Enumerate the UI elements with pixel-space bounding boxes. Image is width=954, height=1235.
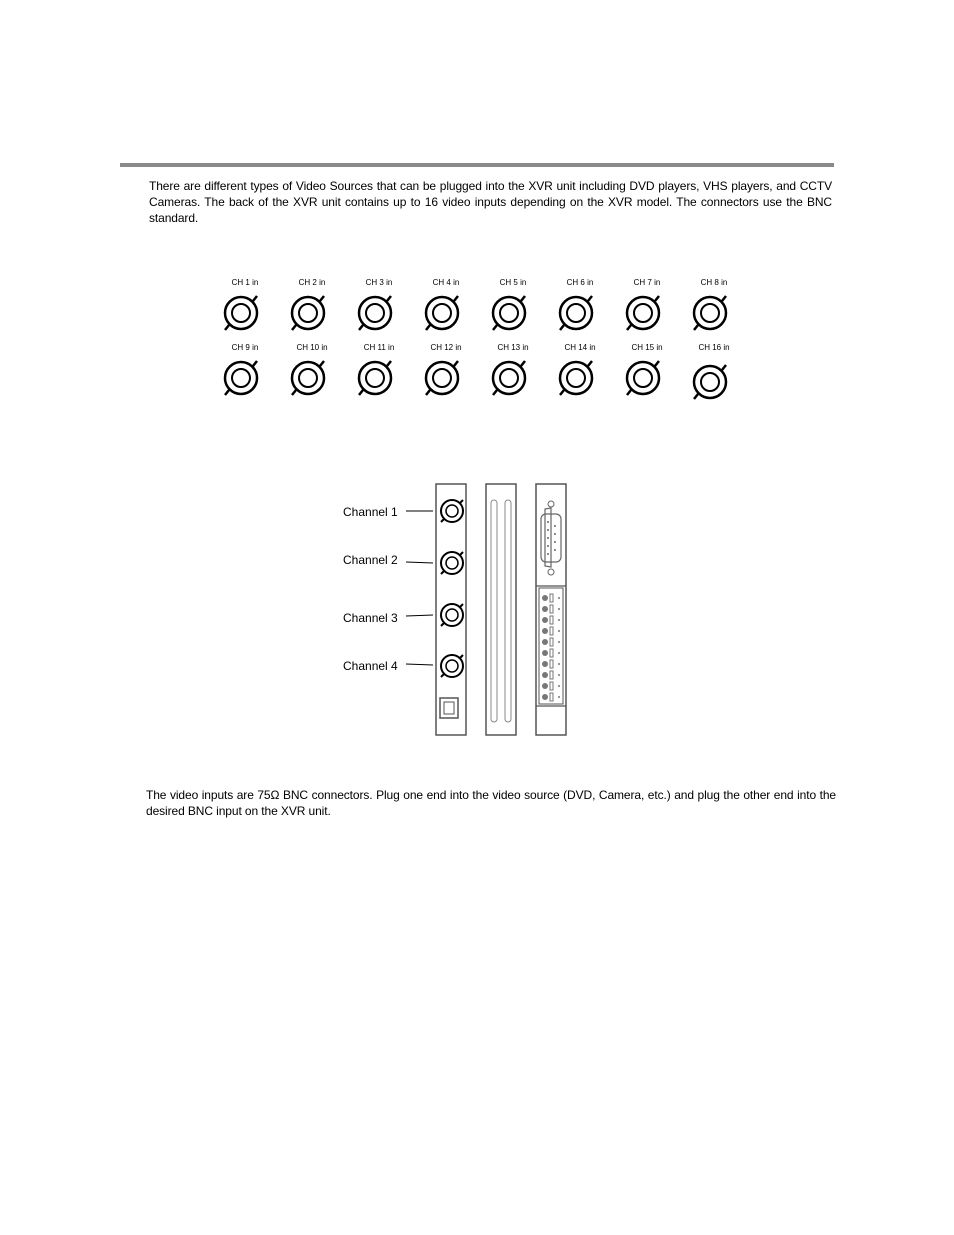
bnc-connector-icon bbox=[357, 357, 401, 401]
bnc-connector-icon bbox=[692, 292, 736, 336]
bnc-connector-ch14 bbox=[550, 343, 610, 405]
bnc-connector-ch13 bbox=[483, 343, 543, 405]
bnc-connector-ch7 bbox=[617, 278, 677, 340]
bnc-connector-ch3 bbox=[349, 278, 409, 340]
channel-1-label: Channel 1 bbox=[343, 505, 398, 519]
channel-3-leader bbox=[406, 615, 433, 616]
bnc-connector-icon bbox=[625, 292, 669, 336]
bnc-label: CH 11 in bbox=[363, 343, 395, 352]
bnc-label: CH 2 in bbox=[298, 278, 326, 287]
bnc-connector-ch1 bbox=[215, 278, 275, 340]
bnc-label: CH 16 in bbox=[698, 343, 730, 352]
bnc-connector-icon bbox=[290, 292, 334, 336]
bnc-label: CH 15 in bbox=[631, 343, 663, 352]
bnc-label: CH 5 in bbox=[499, 278, 527, 287]
channel-4-label: Channel 4 bbox=[343, 659, 398, 673]
channel-2-label: Channel 2 bbox=[343, 553, 398, 567]
bnc-label: CH 3 in bbox=[365, 278, 393, 287]
bnc-connector-ch5 bbox=[483, 278, 543, 340]
bnc-label: CH 9 in bbox=[231, 343, 259, 352]
bnc-connector-ch12 bbox=[416, 343, 476, 405]
bnc-connector-icon bbox=[290, 357, 334, 401]
serial-io-card bbox=[536, 484, 566, 735]
bnc-connector-icon bbox=[491, 292, 535, 336]
bnc-label: CH 4 in bbox=[432, 278, 460, 287]
bnc-connector-icon bbox=[491, 357, 535, 401]
intro-paragraph: There are different types of Video Sources that can be plugged into the XVR unit including DVD players, VHS players, and CCTV Cameras. The back of the XVR unit contains up to 16 video inputs depending on the XVR model. The connectors use the BNC standard. bbox=[149, 179, 832, 225]
blank-slot-card bbox=[486, 484, 516, 735]
bnc-label: CH 1 in bbox=[231, 278, 259, 287]
bnc-connector-icon bbox=[558, 357, 602, 401]
bnc-connector-icon bbox=[558, 292, 602, 336]
bnc-connector-ch10 bbox=[282, 343, 342, 405]
rear-panel-diagram bbox=[400, 478, 570, 738]
bnc-label: CH 14 in bbox=[564, 343, 596, 352]
channel-3-label: Channel 3 bbox=[343, 611, 398, 625]
bnc-connector-icon bbox=[625, 357, 669, 401]
bnc-connector-ch16 bbox=[684, 343, 744, 405]
bnc-connector-icon bbox=[223, 357, 267, 401]
bnc-connector-icon bbox=[692, 361, 736, 405]
bnc-connector-ch4 bbox=[416, 278, 476, 340]
bnc-connector-ch6 bbox=[550, 278, 610, 340]
outro-paragraph: The video inputs are 75Ω BNC connectors. Plug one end into the video source (DVD, Camera, etc.) and plug the other end into the desired BNC input on the XVR unit. bbox=[146, 788, 836, 818]
bnc-label: CH 12 in bbox=[430, 343, 462, 352]
bnc-label: CH 8 in bbox=[700, 278, 728, 287]
bnc-connector-icon bbox=[424, 357, 468, 401]
bnc-connector-icon bbox=[223, 292, 267, 336]
bnc-connector-icon bbox=[424, 292, 468, 336]
bnc-label: CH 6 in bbox=[566, 278, 594, 287]
channel-2-leader bbox=[406, 562, 433, 563]
bnc-connector-ch9 bbox=[215, 343, 275, 405]
bnc-connector-ch2 bbox=[282, 278, 342, 340]
video-input-card bbox=[436, 484, 466, 735]
bnc-input-diagram bbox=[215, 278, 745, 408]
bnc-label: CH 10 in bbox=[296, 343, 328, 352]
bnc-connector-ch11 bbox=[349, 343, 409, 405]
bnc-connector-ch15 bbox=[617, 343, 677, 405]
bnc-connector-icon bbox=[357, 292, 401, 336]
bnc-label: CH 13 in bbox=[497, 343, 529, 352]
bnc-connector-ch8 bbox=[684, 278, 744, 340]
section-divider bbox=[120, 163, 834, 167]
bnc-label: CH 7 in bbox=[633, 278, 661, 287]
channel-4-leader bbox=[406, 664, 433, 665]
